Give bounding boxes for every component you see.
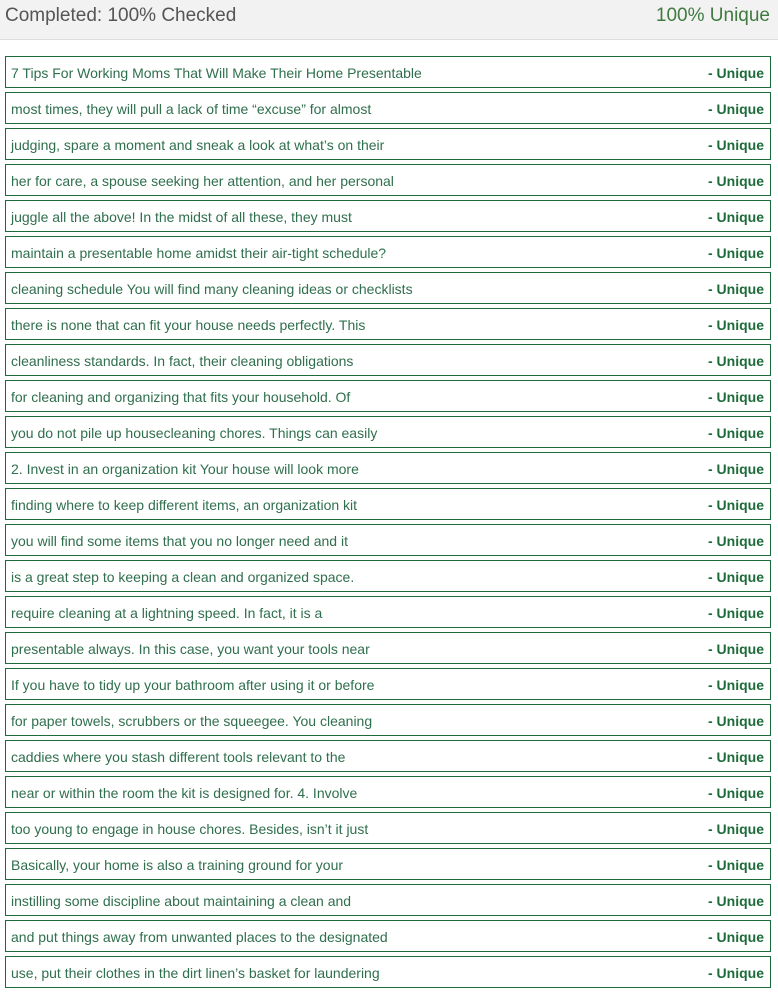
unique-status: - Unique [708,137,764,153]
unique-status: - Unique [708,101,764,117]
sentence-text: for paper towels, scrubbers or the squeegee. You cleaning [11,713,373,729]
unique-status: - Unique [708,317,764,333]
sentence-text: you do not pile up housecleaning chores. Things can easily [11,425,378,441]
unique-status: - Unique [708,749,764,765]
sentence-text: caddies where you stash different tools relevant to the [11,749,346,765]
unique-status: - Unique [708,605,764,621]
result-row[interactable] [5,668,771,700]
unique-status: - Unique [708,497,764,513]
sentence-text: If you have to tidy up your bathroom after using it or before [11,677,375,693]
sentence-text: and put things away from unwanted places to the designated [11,929,388,945]
result-row[interactable] [5,488,771,520]
unique-status: - Unique [708,245,764,261]
unique-status: - Unique [708,461,764,477]
unique-status: - Unique [708,209,764,225]
sentence-text: for cleaning and organizing that fits your household. Of [11,389,351,405]
sentence-text: cleaning schedule You will find many cleaning ideas or checklists [11,281,413,297]
unique-percentage: 100% Unique [655,5,770,26]
sentence-text: there is none that can fit your house needs perfectly. This [11,317,366,333]
result-row[interactable] [5,452,771,484]
unique-status: - Unique [708,65,764,81]
results-header [0,0,778,40]
result-row[interactable] [5,236,771,268]
result-row[interactable] [5,380,771,412]
result-row[interactable] [5,704,771,736]
result-row[interactable] [5,812,771,844]
sentence-text: instilling some discipline about maintaining a clean and [11,893,352,909]
result-row[interactable] [5,596,771,628]
result-row[interactable] [5,344,771,376]
sentence-text: cleanliness standards. In fact, their cleaning obligations [11,353,354,369]
result-row[interactable] [5,956,771,988]
result-row[interactable] [5,92,771,124]
sentence-text: near or within the room the kit is designed for. 4. Involve [11,785,358,801]
result-row[interactable] [5,200,771,232]
sentence-text: 7 Tips For Working Moms That Will Make Their Home Presentable [11,65,422,81]
sentence-text: presentable always. In this case, you want your tools near [11,641,370,657]
result-row[interactable] [5,416,771,448]
result-row[interactable] [5,920,771,952]
sentence-text: judging, spare a moment and sneak a look at what’s on their [11,137,385,153]
result-row[interactable] [5,884,771,916]
sentence-text: juggle all the above! In the midst of all these, they must [11,209,352,225]
result-row[interactable] [5,56,771,88]
result-row[interactable] [5,128,771,160]
result-row[interactable] [5,848,771,880]
unique-status: - Unique [708,425,764,441]
unique-status: - Unique [708,713,764,729]
result-row[interactable] [5,560,771,592]
unique-status: - Unique [708,569,764,585]
sentence-text: is a great step to keeping a clean and organized space. [11,569,355,585]
sentence-text: most times, they will pull a lack of time “excuse” for almost [11,101,372,117]
unique-status: - Unique [708,821,764,837]
sentence-text: 2. Invest in an organization kit Your house will look more [11,461,359,477]
unique-status: - Unique [708,641,764,657]
unique-status: - Unique [708,533,764,549]
result-row[interactable] [5,524,771,556]
sentence-text: maintain a presentable home amidst their air-tight schedule? [11,245,387,261]
result-row[interactable] [5,164,771,196]
unique-status: - Unique [708,785,764,801]
completed-status: Completed: 100% Checked [5,5,237,26]
sentence-text: you will find some items that you no longer need and it [11,533,348,549]
sentence-text: use, put their clothes in the dirt linen’s basket for laundering [11,965,380,981]
result-row[interactable] [5,776,771,808]
unique-status: - Unique [708,893,764,909]
unique-status: - Unique [708,857,764,873]
sentence-text: her for care, a spouse seeking her attention, and her personal [11,173,394,189]
unique-status: - Unique [708,677,764,693]
sentence-text: too young to engage in house chores. Besides, isn’t it just [11,821,369,837]
sentence-text: finding where to keep different items, an organization kit [11,497,358,513]
sentence-text: require cleaning at a lightning speed. In fact, it is a [11,605,323,621]
sentence-text: Basically, your home is also a training ground for your [11,857,344,873]
result-row[interactable] [5,308,771,340]
unique-status: - Unique [708,281,764,297]
result-row[interactable] [5,272,771,304]
unique-status: - Unique [708,173,764,189]
result-row[interactable] [5,740,771,772]
unique-status: - Unique [708,353,764,369]
sentence-result-list [5,56,771,992]
unique-status: - Unique [708,965,764,981]
unique-status: - Unique [708,929,764,945]
result-row[interactable] [5,632,771,664]
unique-status: - Unique [708,389,764,405]
